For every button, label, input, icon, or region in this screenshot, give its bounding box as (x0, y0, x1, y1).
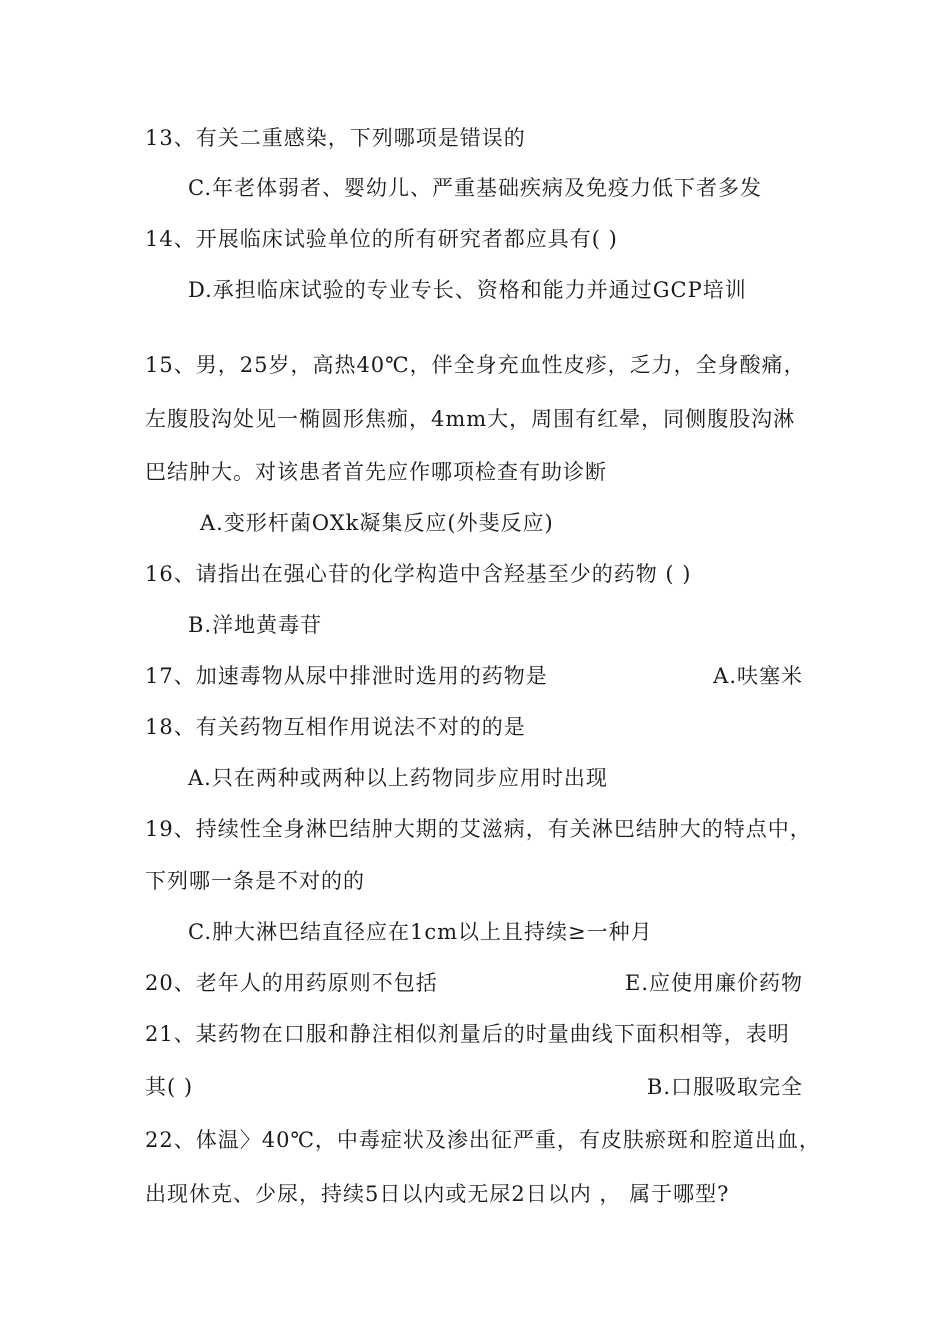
question-17-row (145, 662, 803, 690)
answer-13: C.年老体弱者、婴幼儿、严重基础疾病及免疫力低下者多发 (188, 176, 762, 200)
answer-16: B.洋地黄毒苷 (188, 613, 323, 637)
answer-19: C.肿大淋巴结直径应在1cm以上且持续≥一种月 (188, 920, 653, 944)
answer-18: A.只在两种或两种以上药物同步应用时出现 (188, 766, 608, 790)
question-14: 14、开展临床试验单位的所有研究者都应具有( ) (145, 227, 618, 251)
question-19-line-1: 19、持续性全身淋巴结肿大期的艾滋病，有关淋巴结肿大的特点中， (145, 817, 812, 841)
question-17: 17、加速毒物从尿中排泄时选用的药物是 (145, 664, 548, 688)
answer-21: B.口服吸取完全 (646, 1075, 803, 1099)
question-16: 16、请指出在强心苷的化学构造中含羟基至少的药物 ( ) (145, 562, 692, 586)
question-13: 13、有关二重感染，下列哪项是错误的 (145, 126, 526, 150)
question-21-row (145, 1073, 803, 1101)
question-22-line-1: 22、体温〉40℃，中毒症状及渗出征严重，有皮肤瘀斑和腔道出血， (145, 1128, 821, 1152)
question-20: 20、老年人的用药原则不包括 (145, 971, 438, 995)
question-18: 18、有关药物互相作用说法不对的的是 (145, 715, 526, 739)
question-15-line-3: 巴结肿大。对该患者首先应作哪项检查有助诊断 (145, 460, 607, 484)
question-15-line-1: 15、男，25岁，高热40℃，伴全身充血性皮疹，乏力，全身酸痛， (145, 353, 806, 377)
answer-15: A.变形杆菌OXk凝集反应(外斐反应) (200, 511, 554, 535)
question-19-line-2: 下列哪一条是不对的的 (145, 869, 365, 893)
question-20-row (145, 969, 803, 997)
question-22-line-2: 出现休克、少尿，持续5日以内或无尿2日以内 ， 属于哪型? (145, 1182, 730, 1206)
answer-20: E.应使用廉价药物 (624, 971, 803, 995)
answer-14: D.承担临床试验的专业专长、资格和能力并通过GCP培训 (188, 278, 747, 302)
answer-17: A.呋塞米 (713, 664, 803, 688)
question-21-line-1: 21、某药物在口服和静注相似剂量后的时量曲线下面积相等，表明 (145, 1022, 790, 1046)
question-15-line-2: 左腹股沟处见一椭圆形焦痂，4mm大，周围有红晕，同侧腹股沟淋 (145, 407, 796, 431)
question-21-line-2: 其( ) (145, 1075, 194, 1099)
